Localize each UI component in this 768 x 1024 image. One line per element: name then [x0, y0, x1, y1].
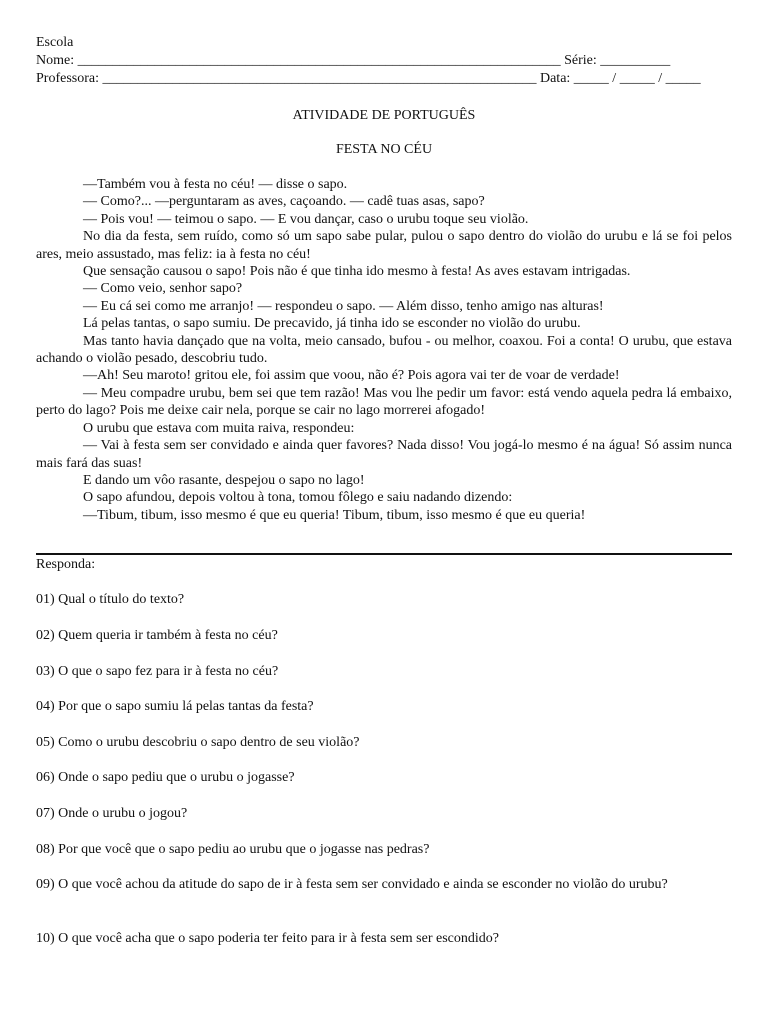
name-line: Nome: _____________________________________________________________________ Série: __________	[36, 53, 671, 68]
story-paragraph: — Pois vou! — teimou o sapo. — E vou dançar, caso o urubu toque seu violão.	[83, 211, 529, 227]
question-item: 10) O que você acha que o sapo poderia ter feito para ir à festa sem ser escondido?	[36, 931, 499, 946]
question-item: 03) O que o sapo fez para ir à festa no céu?	[36, 664, 279, 679]
question-item: 01) Qual o título do texto?	[36, 592, 185, 607]
question-item: 08) Por que você que o sapo pediu ao urubu que o jogasse nas pedras?	[36, 842, 430, 857]
story-paragraph: — Como veio, senhor sapo?	[83, 281, 243, 297]
question-item: 07) Onde o urubu o jogou?	[36, 806, 188, 821]
teacher-line: Professora: ______________________________________________________________ Data: _____ / _____ / _____	[36, 71, 701, 86]
story-text	[36, 176, 732, 524]
story-paragraph: E dando um vôo rasante, despejou o sapo no lago!	[83, 472, 365, 488]
question-item: 05) Como o urubu descobriu o sapo dentro de seu violão?	[36, 735, 360, 750]
story-paragraph: Lá pelas tantas, o sapo sumiu. De precavido, já tinha ido se esconder no violão do urubu.	[83, 316, 581, 332]
story-paragraph: — Vai à festa sem ser convidado e ainda quer favores? Nada disso! Vou jogá-lo mesmo é na água! Só assim nunca mais fará das suas!	[36, 438, 732, 471]
story-paragraph: — Meu compadre urubu, bem sei que tem razão! Mas vou lhe pedir um favor: está vendo aquela pedra lá embaixo, perto do lago? Pois me deixe cair nela, porque se cair no lago morrerei afogado!	[36, 385, 732, 419]
story-paragraph: O sapo afundou, depois voltou à tona, tomou fôlego e saiu nadando dizendo:	[83, 490, 513, 506]
story-title: FESTA NO CÉU	[335, 142, 433, 157]
respond-label: Responda:	[36, 557, 96, 572]
story-paragraph: No dia da festa, sem ruído, como só um sapo sabe pular, pulou o sapo dentro do violão do urubu e lá se foi pelos ares, meio assustado, mas feliz: ia à festa no céu!	[36, 229, 732, 262]
questions-section	[36, 556, 732, 946]
story-paragraph: Que sensação causou o sapo! Pois não é que tinha ido mesmo à festa! As aves estavam intrigadas.	[83, 264, 631, 280]
story-paragraph: —Também vou à festa no céu! — disse o sapo.	[83, 177, 348, 192]
section-divider	[36, 553, 732, 555]
question-item: 04) Por que o sapo sumiu lá pelas tantas da festa?	[36, 699, 314, 714]
story-paragraph: — Eu cá sei como me arranjo! — respondeu o sapo. — Além disso, tenho amigo nas alturas!	[83, 298, 604, 314]
story-paragraph: Mas tanto havia dançado que na volta, meio cansado, bufou - ou melhor, coaxou. Foi a conta! O urubu, que estava achando o violão pesado, descobriu tudo.	[36, 333, 732, 367]
question-item: 02) Quem queria ir também à festa no céu?	[36, 628, 278, 643]
story-paragraph: — Como?... —perguntaram as aves, caçoando. — cadê tuas asas, sapo?	[83, 194, 485, 210]
school-line: Escola	[36, 35, 74, 50]
activity-title: ATIVIDADE DE PORTUGUÊS	[292, 108, 476, 123]
story-paragraph: O urubu que estava com muita raiva, respondeu:	[83, 420, 355, 436]
story-paragraph: —Tibum, tibum, isso mesmo é que eu queria! Tibum, tibum, isso mesmo é que eu queria!	[83, 507, 586, 523]
worksheet	[36, 34, 732, 524]
question-item: 06) Onde o sapo pediu que o urubu o jogasse?	[36, 770, 295, 785]
question-item: 09) O que você achou da atitude do sapo de ir à festa sem ser convidado e ainda se esconder no violão do urubu?	[36, 877, 668, 892]
story-paragraph: —Ah! Seu maroto! gritou ele, foi assim que voou, não é? Pois agora vai ter de voar de verdade!	[83, 368, 620, 384]
